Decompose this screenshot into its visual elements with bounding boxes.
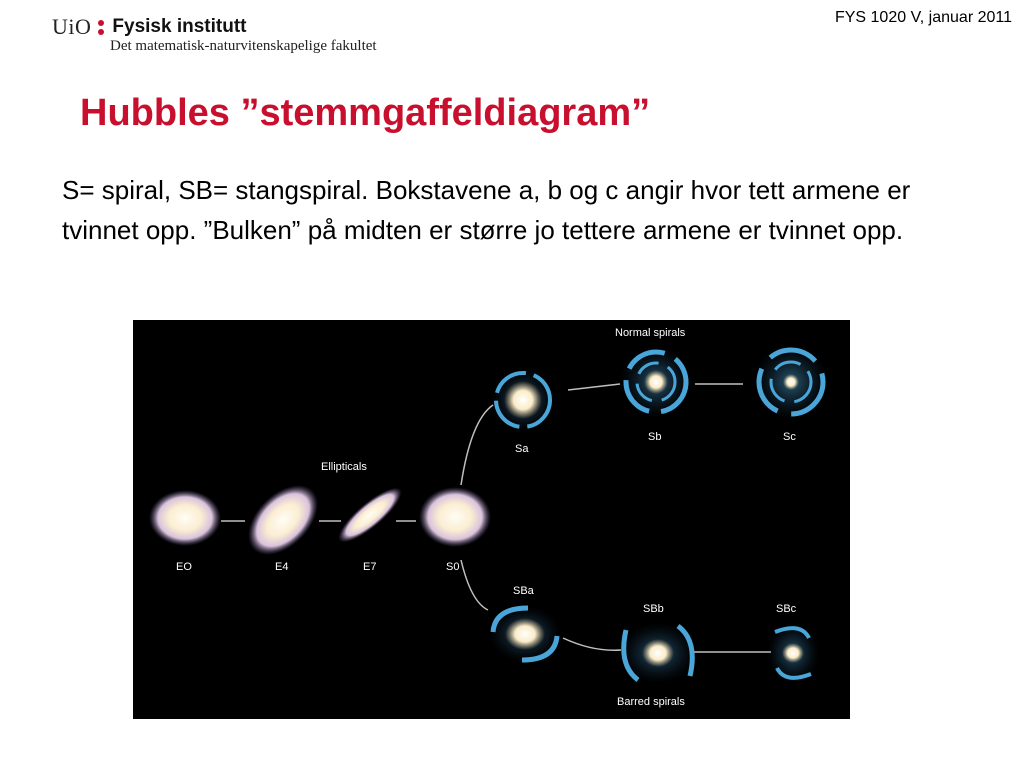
barred-spirals-label: Barred spirals (617, 696, 685, 708)
galaxy-sb (620, 346, 692, 443)
galaxy-sbb-label: SBb (643, 603, 664, 615)
logo-faculty-name: Det matematisk-naturvitenskapelige fakultet (110, 38, 377, 54)
galaxy-sc (753, 344, 829, 443)
logo-institute-name: Fysisk institutt (112, 16, 247, 37)
course-label: FYS 1020 V, januar 2011 (834, 9, 1012, 26)
slide-body-text: S= spiral, SB= stangspiral. Bokstavene a, b og c angir hvor tett armene er tvinnet opp. ”Bulken” på midten er større jo tettere armene er tvinnet opp. (62, 175, 911, 245)
galaxy-sa (491, 368, 555, 455)
slide-title: Hubbles ”stemmgaffeldiagram” (80, 92, 651, 134)
galaxy-s0-label: S0 (446, 561, 460, 573)
logo-uio-text: UiO (52, 14, 92, 39)
galaxy-sa-label: Sa (515, 443, 529, 455)
hubble-diagram-svg (133, 320, 850, 719)
galaxy-sbc (767, 603, 819, 683)
ellipticals-label: Ellipticals (321, 461, 367, 473)
galaxy-e7 (332, 480, 409, 573)
galaxy-sba-label: SBa (513, 585, 534, 597)
galaxy-sb-label: Sb (648, 431, 662, 443)
galaxy-e0-label: EO (176, 561, 192, 573)
galaxy-e4 (235, 472, 331, 573)
galaxy-e4-label: E4 (275, 561, 289, 573)
galaxy-sba (489, 585, 561, 662)
galaxy-sc-label: Sc (783, 431, 796, 443)
normal-spirals-label: Normal spirals (615, 327, 686, 339)
galaxy-e0 (149, 490, 221, 573)
hubble-tuning-fork-diagram (133, 320, 850, 719)
galaxy-s0 (419, 487, 491, 573)
galaxy-e7-label: E7 (363, 561, 377, 573)
logo-dots-icon (96, 18, 106, 36)
galaxy-sbb (620, 603, 696, 683)
uio-logo (52, 14, 246, 40)
slide-header (0, 0, 1024, 70)
galaxy-sbc-label: SBc (776, 603, 797, 615)
